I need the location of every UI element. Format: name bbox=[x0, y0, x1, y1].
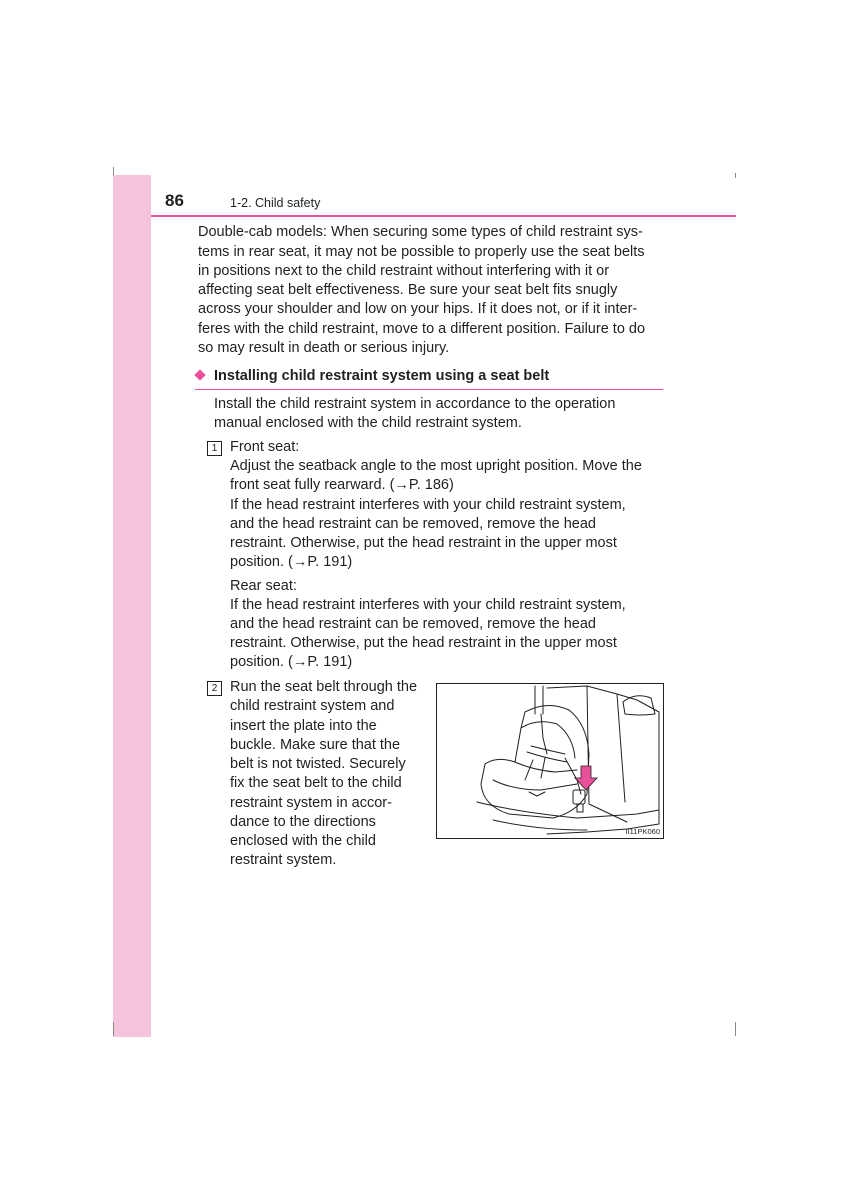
text-line: Double-cab models: When securing some types of child restraint sys- bbox=[198, 224, 643, 240]
text-line: affecting seat belt effectiveness. Be sure your seat belt fits snugly bbox=[198, 282, 618, 298]
text-line: child restraint system and bbox=[230, 698, 395, 714]
text-line: If the head restraint interferes with your child restraint system, bbox=[230, 597, 626, 613]
text-line: Install the child restraint system in accordance to the operation bbox=[214, 396, 616, 412]
child-seat-drawing bbox=[437, 684, 663, 838]
text-line: so may result in death or serious injury. bbox=[198, 340, 450, 356]
text-line: fix the seat belt to the child bbox=[230, 775, 402, 791]
pink-side-band bbox=[113, 175, 151, 1037]
down-arrow-icon bbox=[575, 766, 597, 790]
figure-code: II11PK060 bbox=[625, 827, 660, 836]
text-line: buckle. Make sure that the bbox=[230, 737, 401, 753]
crop-mark-top-right bbox=[735, 173, 736, 178]
text-line: position. (→P. 191) bbox=[230, 554, 353, 570]
crop-mark-bottom-left bbox=[113, 1022, 114, 1036]
subsection-title: Installing child restraint system using a seat belt bbox=[214, 368, 550, 384]
step-1-number: 1 bbox=[207, 441, 222, 456]
diamond-bullet-icon bbox=[194, 369, 205, 380]
text-line: restraint system. bbox=[230, 852, 337, 868]
page-number: 86 bbox=[165, 191, 184, 210]
text-line: restraint. Otherwise, put the head restraint in the upper most bbox=[230, 635, 617, 651]
rear-seat-label: Rear seat: bbox=[230, 578, 297, 594]
text-line: front seat fully rearward. (→P. 186) bbox=[230, 477, 454, 493]
front-seat-label: Front seat: bbox=[230, 439, 300, 455]
text-line: in positions next to the child restraint without interfering with it or bbox=[198, 263, 610, 279]
text-line: enclosed with the child bbox=[230, 833, 376, 849]
text-line: tems in rear seat, it may not be possible to properly use the seat belts bbox=[198, 244, 645, 260]
subsection-heading bbox=[195, 367, 663, 390]
text-line: and the head restraint can be removed, remove the head bbox=[230, 616, 596, 632]
text-line: position. (→P. 191) bbox=[230, 654, 353, 670]
section-title: 1-2. Child safety bbox=[230, 196, 321, 210]
header-rule bbox=[151, 215, 736, 217]
step-2-number: 2 bbox=[207, 681, 222, 696]
text-line: dance to the directions bbox=[230, 814, 376, 830]
text-line: Adjust the seatback angle to the most upright position. Move the bbox=[230, 458, 642, 474]
crop-mark-top-left bbox=[113, 167, 114, 175]
text-line: across your shoulder and low on your hips. If it does not, or if it inter- bbox=[198, 301, 638, 317]
crop-mark-bottom-right bbox=[735, 1022, 736, 1036]
text-line: restraint. Otherwise, put the head restraint in the upper most bbox=[230, 535, 617, 551]
text-line: Run the seat belt through the bbox=[230, 679, 418, 695]
text-line: belt is not twisted. Securely bbox=[230, 756, 406, 772]
text-line: If the head restraint interferes with your child restraint system, bbox=[230, 497, 626, 513]
child-seat-illustration bbox=[436, 683, 664, 839]
text-line: insert the plate into the bbox=[230, 718, 377, 734]
text-line: and the head restraint can be removed, remove the head bbox=[230, 516, 596, 532]
text-line: feres with the child restraint, move to a different position. Failure to do bbox=[198, 321, 646, 337]
text-line: restraint system in accor- bbox=[230, 795, 392, 811]
text-line: manual enclosed with the child restraint system. bbox=[214, 415, 522, 431]
